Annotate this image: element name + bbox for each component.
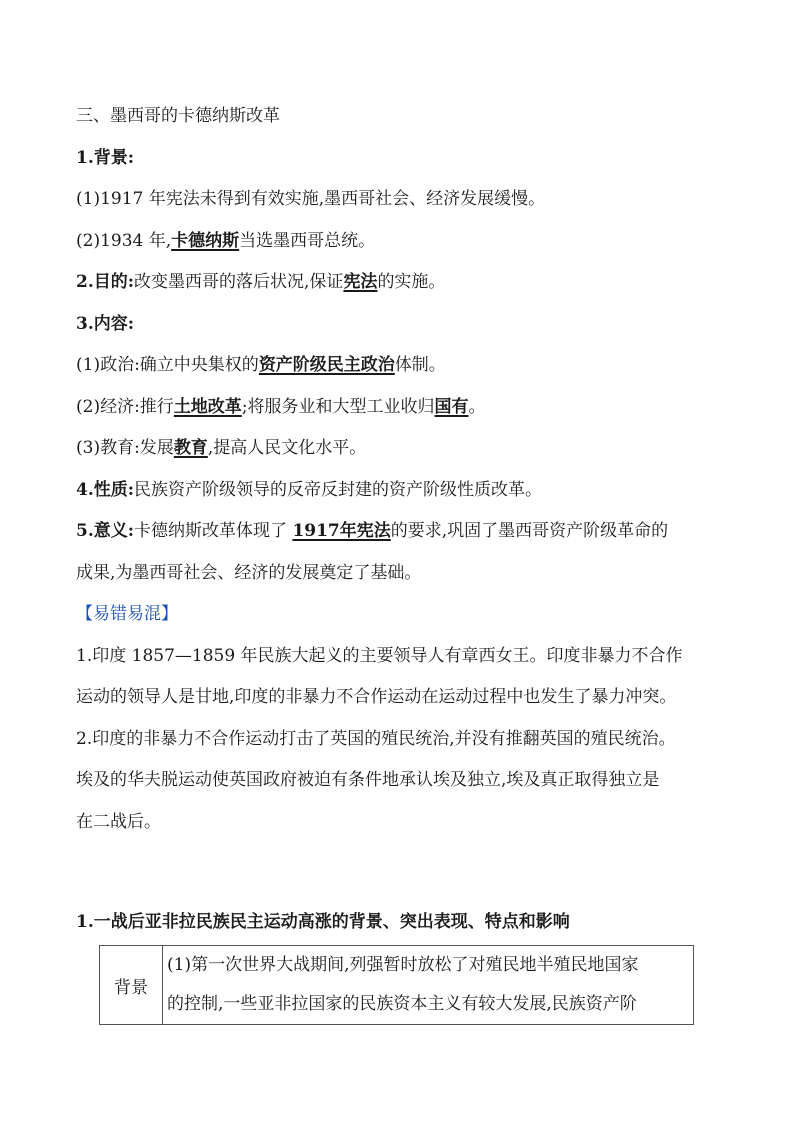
key-term: 宪法	[343, 272, 378, 292]
background-item-2-prefix: (2)1934 年,	[76, 230, 172, 251]
mistakes-line-4: 埃及的华夫脱运动使英国政府被迫有条件地承认埃及独立,埃及真正取得独立是	[76, 770, 660, 790]
key-term: 国有	[434, 396, 469, 417]
significance-line-2: 成果,为墨西哥社会、经济的发展奠定了基础。	[76, 562, 422, 583]
background-item-2-suffix: 当选墨西哥总统。	[239, 230, 376, 251]
significance-suffix: 的要求,巩固了墨西哥资产阶级革命的	[390, 521, 669, 541]
purpose-label: 2.目的:	[76, 272, 135, 292]
content-item-2-prefix: (2)经济:推行	[76, 396, 174, 417]
table-row-body	[163, 946, 694, 1025]
mistakes-line-2: 运动的领导人是甘地,印度的非暴力不合作运动在运动过程中也发生了暴力冲突。	[76, 687, 677, 707]
spacer	[76, 843, 726, 885]
key-term: 卡德纳斯	[171, 230, 240, 251]
content-item-2-mid: ;将服务业和大型工业收归	[241, 396, 435, 417]
significance-line-1	[76, 511, 726, 553]
content-label: 3.内容:	[76, 313, 135, 334]
table-row-head: 背景	[100, 946, 163, 1025]
content-item-1-suffix: 体制。	[394, 355, 446, 375]
document-page	[76, 96, 726, 1025]
table-row-line-2: 的控制,一些亚非拉国家的民族资本主义有较大发展,民族资产阶	[167, 994, 637, 1014]
summary-table	[99, 945, 694, 1025]
background-item-1: (1)1917 年宪法未得到有效实施,墨西哥社会、经济发展缓慢。	[76, 189, 546, 209]
purpose-line	[76, 262, 726, 304]
content-item-1	[76, 345, 726, 387]
key-term: 土地改革	[173, 396, 242, 417]
mistakes-line-3: 2.印度的非暴力不合作运动打击了英国的殖民统治,并没有推翻英国的殖民统治。	[76, 728, 676, 749]
purpose-prefix: 改变墨西哥的落后状况,保证	[134, 272, 344, 292]
section-2-title: 1.一战后亚非拉民族民主运动高涨的背景、突出表现、特点和影响	[76, 912, 570, 932]
background-item-2	[76, 221, 726, 263]
mistakes-line-5: 在二战后。	[76, 811, 161, 832]
table-row	[100, 946, 694, 1025]
content-item-1-prefix: (1)政治:确立中央集权的	[76, 355, 259, 375]
nature-label: 4.性质:	[76, 479, 135, 500]
table-row-line-1: (1)第一次世界大战期间,列强暂时放松了对殖民地半殖民地国家	[167, 955, 639, 975]
purpose-suffix: 的实施。	[377, 272, 446, 292]
content-item-3	[76, 428, 726, 470]
key-term: 资产阶级民主政治	[258, 355, 395, 375]
nature-line	[76, 470, 726, 512]
section-heading: 三、墨西哥的卡德纳斯改革	[76, 106, 280, 126]
content-item-3-prefix: (3)教育:发展	[76, 438, 174, 458]
mistakes-line-1: 1.印度 1857—1859 年民族大起义的主要领导人有章西女王。印度非暴力不合作	[76, 645, 683, 666]
significance-label: 5.意义:	[76, 521, 135, 541]
background-label: 1.背景:	[76, 147, 135, 168]
key-term: 1917年宪法	[292, 521, 391, 541]
nature-text: 民族资产阶级领导的反帝反封建的资产阶级性质改革。	[134, 479, 543, 500]
content-item-2	[76, 387, 726, 429]
content-item-3-suffix: ,提高人民文化水平。	[207, 438, 367, 458]
significance-prefix: 卡德纳斯改革体现了	[134, 521, 293, 541]
key-term: 教育	[173, 438, 208, 458]
mistakes-title: 【易错易混】	[76, 604, 178, 624]
content-item-2-suffix: 。	[468, 396, 486, 417]
